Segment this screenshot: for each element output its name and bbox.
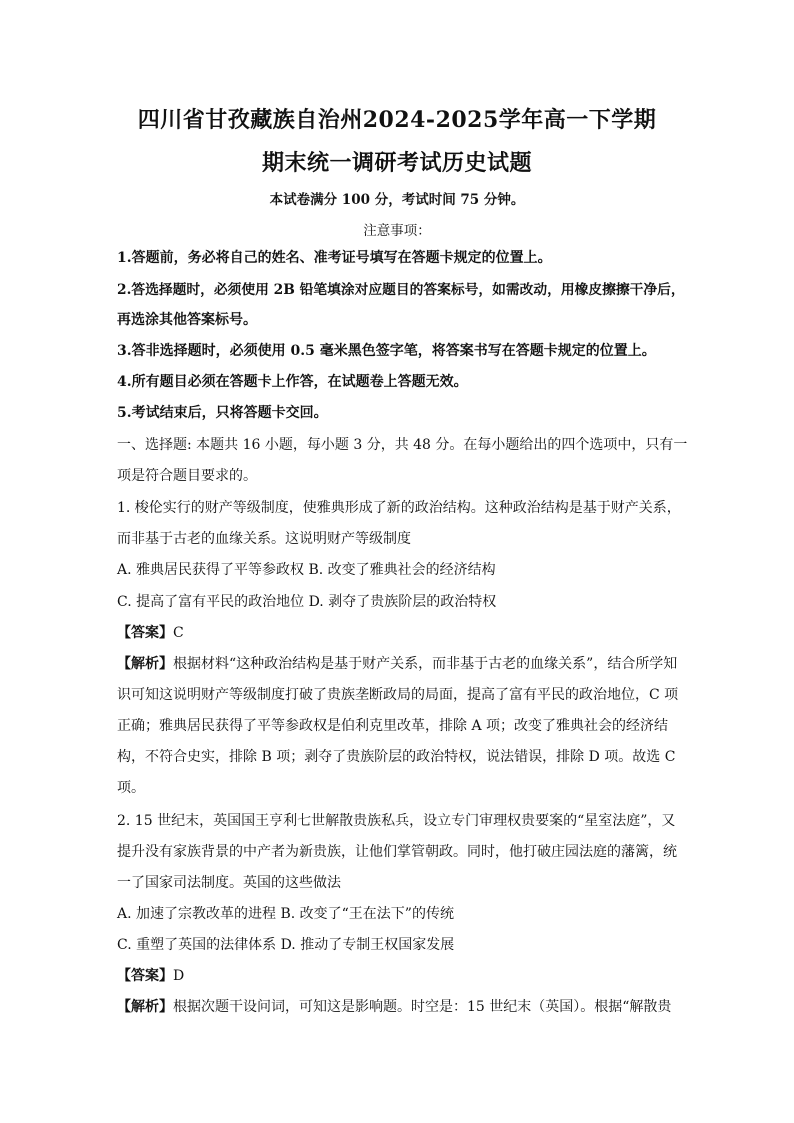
notice-item: 3.答非选择题时，必须使用 0.5 毫米黑色签字笔，将答案书写在答题卡规定的位置上。 <box>117 343 656 359</box>
question-1-answer <box>117 623 687 643</box>
question-2-options-cd: C. 重塑了英国的法律体系 D. 推动了专制王权国家发展 <box>117 937 455 953</box>
question-1-options-cd: C. 提高了富有平民的政治地位 D. 剥夺了贵族阶层的政治特权 <box>117 594 497 610</box>
answer-value: D <box>173 968 185 984</box>
page-subtitle-title: 期末统一调研考试历史试题 <box>261 150 532 176</box>
exam-info: 本试卷满分 100 分，考试时间 75 分钟。 <box>269 192 525 208</box>
answer-value: C <box>173 625 184 641</box>
question-2-stem-cont: 提升没有家族背景的中产者为新贵族，让他们掌管朝政。同时，他打破庄园法庭的藩篱，统 <box>117 844 677 860</box>
notice-item: 5.考试结束后，只将答题卡交回。 <box>117 405 328 421</box>
analysis-text: 根据次题干设问词，可知这是影响题。时空是：15 世纪末（英国）。根据“解散贵 <box>173 999 672 1015</box>
question-1-analysis-cont: 正确；雅典居民获得了平等参政权是伯利克里改革，排除 A 项；改变了雅典社会的经济结 <box>117 718 669 734</box>
notice-item: 1.答题前，务必将自己的姓名、准考证号填写在答题卡规定的位置上。 <box>117 250 552 266</box>
answer-label: 【答案】 <box>117 625 173 641</box>
answer-label: 【答案】 <box>117 968 173 984</box>
notice-heading: 注意事项： <box>363 223 431 239</box>
analysis-label: 【解析】 <box>117 999 173 1015</box>
question-2-stem-cont: 一了国家司法制度。英国的这些做法 <box>117 875 341 891</box>
question-2-answer <box>117 966 687 986</box>
notice-item: 4.所有题目必须在答题卡上作答，在试题卷上答题无效。 <box>117 374 468 390</box>
question-1-analysis-cont: 识可知这说明财产等级制度打破了贵族垄断政局的局面，提高了富有平民的政治地位，C 项 <box>117 687 679 703</box>
question-1-analysis <box>117 654 687 674</box>
section-heading: 一、选择题: 本题共 16 小题，每小题 3 分，共 48 分。在每小题给出的四个选项中，只有一 <box>117 437 688 453</box>
section-heading-cont: 项是符合题目要求的。 <box>117 468 257 484</box>
question-2-analysis <box>117 997 687 1017</box>
question-2-options-ab: A. 加速了宗教改革的进程 B. 改变了“王在法下”的传统 <box>117 906 454 922</box>
page-title: 四川省甘孜藏族自治州2024-2025学年高一下学期 <box>137 107 657 133</box>
question-2-stem: 2. 15 世纪末，英国国王亨利七世解散贵族私兵，设立专门审理权贵要案的“星室法庭”，又 <box>117 813 676 829</box>
notice-item: 2.答选择题时，必须使用 2B 铅笔填涂对应题目的答案标号，如需改动，用橡皮擦擦干净后， <box>117 282 685 298</box>
question-1-analysis-cont: 构，不符合史实，排除 B 项；剥夺了贵族阶层的政治特权，说法错误，排除 D 项。故选 C <box>117 749 676 765</box>
notice-item: 再选涂其他答案标号。 <box>117 312 257 328</box>
analysis-label: 【解析】 <box>117 656 173 672</box>
question-1-options-ab: A. 雅典居民获得了平等参政权 B. 改变了雅典社会的经济结构 <box>117 562 496 578</box>
question-1-stem: 1. 梭伦实行的财产等级制度，使雅典形成了新的政治结构。这种政治结构是基于财产关系， <box>117 500 681 516</box>
question-1-analysis-cont: 项。 <box>117 780 145 796</box>
analysis-text: 根据材料“这种政治结构是基于财产关系，而非基于古老的血缘关系”，结合所学知 <box>173 656 678 672</box>
question-1-stem-cont: 而非基于古老的血缘关系。这说明财产等级制度 <box>117 531 411 547</box>
